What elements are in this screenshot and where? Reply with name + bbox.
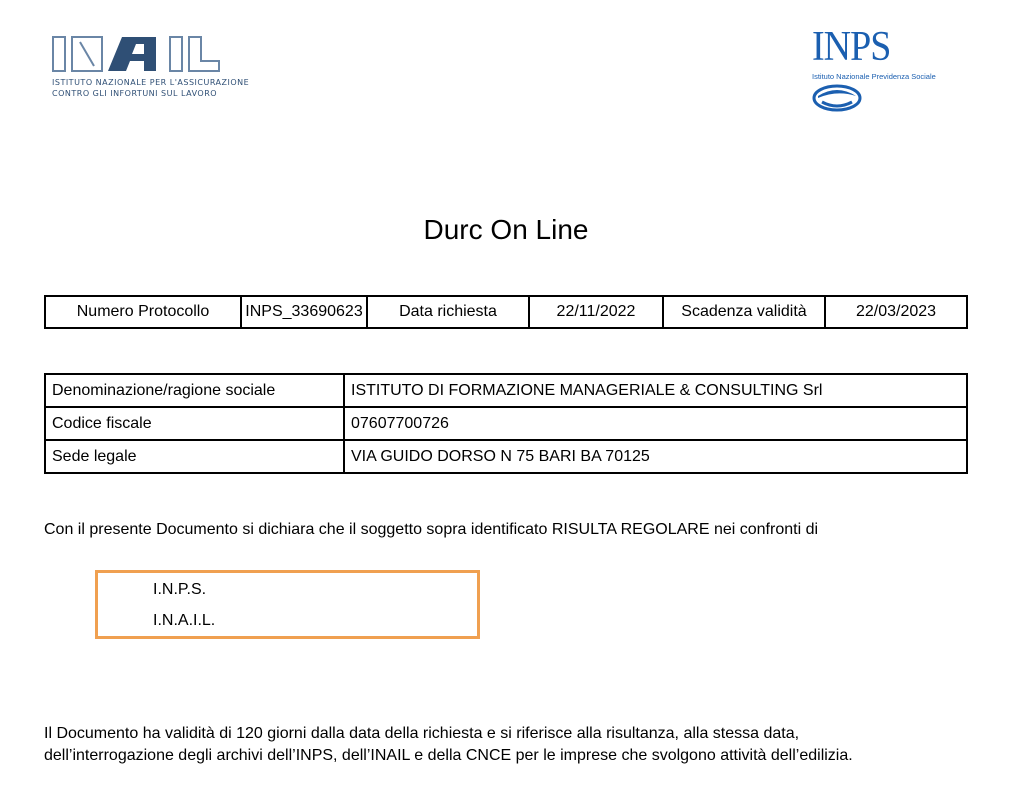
scadenza-label: Scadenza validità [663, 296, 825, 328]
codice-fiscale-label: Codice fiscale [45, 407, 344, 440]
inps-emblem-icon [812, 84, 862, 112]
inps-subtitle: Istituto Nazionale Previdenza Sociale [812, 72, 936, 81]
validity-note-line1: Il Documento ha validità di 120 giorni dalla data della richiesta e si riferisce alla risultanza, alla stessa data, [44, 725, 800, 742]
data-richiesta-value: 22/11/2022 [529, 296, 663, 328]
table-row [45, 407, 967, 440]
entities-highlight-box [95, 570, 480, 639]
validity-note-line2: dell’interrogazione degli archivi dell’INPS, dell’INAIL e della CNCE per le imprese che svolgono attività dell’edilizia. [44, 747, 853, 764]
inail-logo-icon [52, 36, 220, 72]
protocol-table [44, 295, 968, 329]
scadenza-value: 22/03/2023 [825, 296, 967, 328]
inail-logo [52, 36, 267, 99]
declaration-text: Con il presente Documento si dichiara che il soggetto sopra identificato RISULTA REGOLARE nei confronti di [44, 521, 819, 538]
entity-inail: I.N.A.I.L. [153, 612, 216, 629]
numero-protocollo-label: Numero Protocollo [45, 296, 241, 328]
inps-logo [812, 23, 1002, 81]
entity-inps: I.N.P.S. [153, 581, 207, 598]
denominazione-label: Denominazione/ragione sociale [45, 374, 344, 407]
codice-fiscale-value: 07607700726 [344, 407, 967, 440]
sede-legale-value: VIA GUIDO DORSO N 75 BARI BA 70125 [344, 440, 967, 473]
document-title: Durc On Line [423, 214, 589, 245]
inail-subtitle-1: ISTITUTO NAZIONALE PER L'ASSICURAZIONE [52, 78, 250, 87]
company-table [44, 373, 968, 474]
denominazione-value: ISTITUTO DI FORMAZIONE MANAGERIALE & CONSULTING Srl [344, 374, 967, 407]
numero-protocollo-value: INPS_33690623 [241, 296, 367, 328]
data-richiesta-label: Data richiesta [367, 296, 529, 328]
inps-wordmark: INPS [812, 23, 891, 70]
inail-subtitle-2: CONTRO GLI INFORTUNI SUL LAVORO [52, 89, 218, 98]
table-row [45, 374, 967, 407]
sede-legale-label: Sede legale [45, 440, 344, 473]
table-row [45, 440, 967, 473]
